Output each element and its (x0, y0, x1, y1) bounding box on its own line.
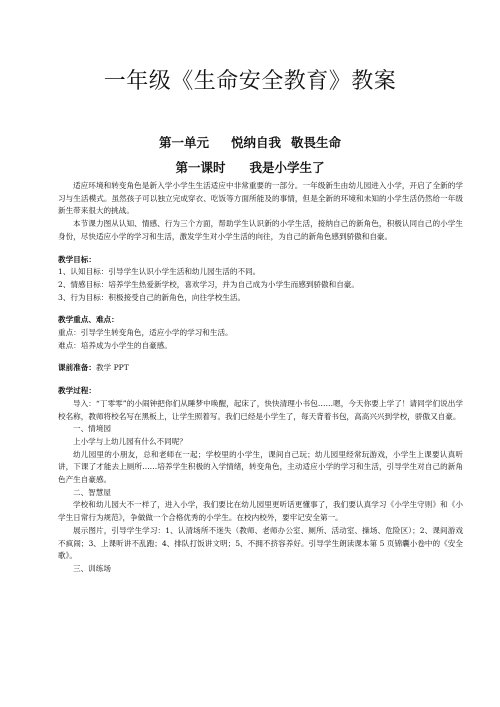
prep-line (58, 362, 463, 375)
goal-item: 2、情感目标：培养学生热爱新学校，喜欢学习，并为自己成为小学生而感到骄傲和自豪。 (58, 279, 359, 289)
unit-name-2: 敬畏生命 (291, 135, 342, 150)
process-heading: 教学过程： (58, 386, 96, 396)
section-paragraph: 幼儿园里的小朋友，总和老师在一起；学校里的小学生，课间自己玩；幼儿园里经常玩游戏，小学生上课要认真听讲，下课了才能去上厕所……培养学生积极的入学情绪，转变角色，主动适应小学的学习和生活，引导学生对自己的新角色产生自豪感。 (58, 449, 463, 485)
process-lead: 导入：“丁零零”的小闹钟把你们从睡梦中唤醒，起床了，快快清理小书包……嗯，今天你要上学了！请同学们说出学校名称，教师将校名写在黑板上，让学生照着写。我们已经是小学生了，每天背着书包，高高兴兴到学校，骄傲又自豪。 (58, 398, 463, 421)
document-body (58, 180, 463, 576)
prep-heading: 课前准备： (58, 363, 96, 373)
section-heading: 二、智慧屋 (73, 487, 111, 497)
lesson-heading (0, 158, 500, 176)
section-paragraph: 展示图片，引导学生学习：1、认清场所不迷失（教师、老师办公室、厕所、活动室、操场、危险区）；2、课间游戏不疯闹；3、上课听讲不乱跑；4、排队打饭讲文明；5、不拥不挤容养好。引导学生朗读课本第 5 页锦囊小卷中的《安全歌》。 (58, 525, 463, 561)
goal-item: 1、认知目标：引导学生认识小学生活和幼儿园生活的不同。 (58, 267, 261, 277)
section-heading: 一、情境园 (73, 424, 111, 434)
unit-heading (0, 133, 500, 151)
prep-text: 教学 PPT (95, 363, 129, 373)
unit-label: 第一单元 (158, 135, 209, 150)
section-question: 上小学与上幼儿园有什么不同呢？ (73, 436, 187, 446)
keypoint-item: 重点：引导学生转变角色，适应小学的学习和生活。 (58, 328, 233, 338)
section-heading: 三、训练场 (73, 563, 111, 573)
keypoints-heading: 教学重点、难点： (58, 315, 119, 325)
section-paragraph: 学校和幼儿园大不一样了，进入小学，我们要比在幼儿园里更听话更懂事了，我们要认真学习《小学生守则》和《小学生日常行为规范》，争做做一个合格优秀的小学生。在校内校外，要牢记安全第一。 (58, 500, 463, 523)
document-title: 一年级《生命安全教育》教案 (103, 69, 397, 94)
goals-heading: 教学目标： (58, 254, 96, 264)
unit-name: 悦纳自我 (230, 135, 281, 150)
lesson-name: 我是小学生了 (249, 160, 325, 175)
intro-paragraph: 本节课力图从认知、情感、行为三个方面，帮助学生认识新的小学生活，接纳自己的新角色，积极认同自己的小学生身份，尽快适应小学的学习和生活，激发学生对小学生活的向往，为自己的新角色感到骄傲和自豪。 (58, 219, 463, 241)
keypoint-item: 难点：培养成为小学生的自豪感。 (58, 340, 172, 350)
lesson-label: 第一课时 (175, 160, 226, 175)
intro-paragraph: 适应环境和转变角色是新入学小学生生活适应中非常重要的一部分。一年级新生由幼儿园进入小学，开启了全新的学习与生活模式。虽然孩子可以独立完成穿衣、吃饭等方面所能及的事情，但是全新的环境和未知的小学生活仍然给一年级新生带来很大的挑战。 (58, 181, 463, 216)
goal-item: 3、行为目标：积极接受自己的新角色，向往学校生活。 (58, 292, 246, 302)
